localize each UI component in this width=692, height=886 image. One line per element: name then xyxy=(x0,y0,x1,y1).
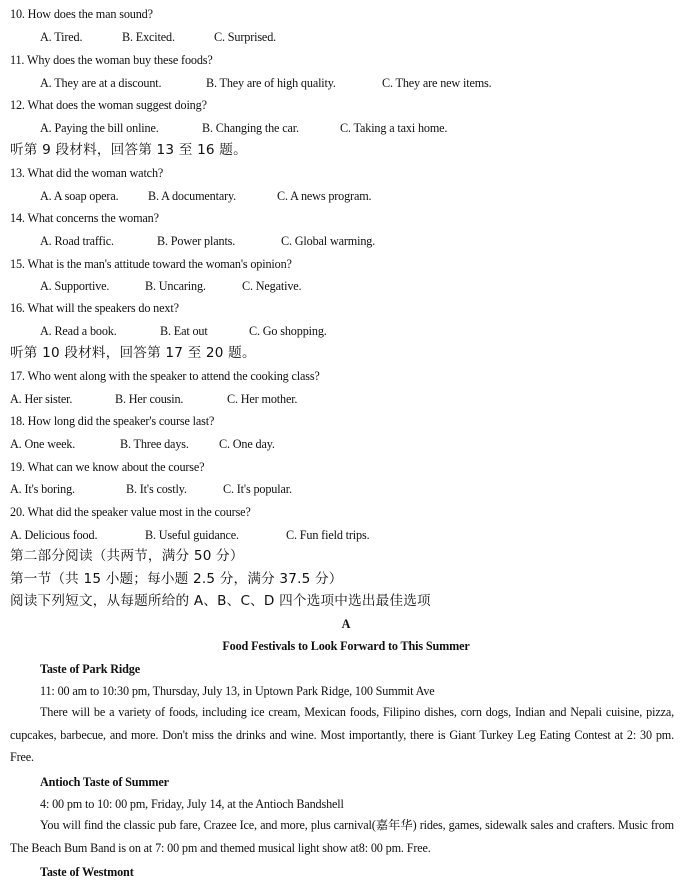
question-11-options xyxy=(40,75,492,91)
option-b: B. Changing the car. xyxy=(202,121,299,135)
question-16-stem: 16. What will the speakers do next? xyxy=(10,301,179,315)
question-18-stem: 18. How long did the speaker's course last? xyxy=(10,414,215,428)
option-b: B. Power plants. xyxy=(157,234,236,248)
option-c: C. Her mother. xyxy=(227,392,298,406)
option-a: A. Road traffic. xyxy=(40,234,114,248)
question-15-stem: 15. What is the man's attitude toward the woman's opinion? xyxy=(10,257,292,271)
option-b: B. Uncaring. xyxy=(145,279,206,293)
section-heading-antioch: Antioch Taste of Summer xyxy=(40,775,169,789)
option-c: C. Fun field trips. xyxy=(286,528,370,542)
option-b: B. A documentary. xyxy=(148,189,237,203)
question-17-options xyxy=(10,391,297,407)
option-a: A. Delicious food. xyxy=(10,528,98,542)
question-18-options xyxy=(10,436,275,452)
section-heading-westmont: Taste of Westmont xyxy=(40,865,134,879)
option-c: C. They are new items. xyxy=(382,76,492,90)
section-time-place-antioch: 4: 00 pm to 10: 00 pm, Friday, July 14, at the Antioch Bandshell xyxy=(40,797,344,811)
option-c: C. Surprised. xyxy=(214,30,277,44)
option-a: A. Supportive. xyxy=(40,279,110,293)
option-b: B. Useful guidance. xyxy=(145,528,239,542)
question-10-stem: 10. How does the man sound? xyxy=(10,7,153,21)
question-19-stem: 19. What can we know about the course? xyxy=(10,460,205,474)
question-12-stem: 12. What does the woman suggest doing? xyxy=(10,98,207,112)
option-c: C. Negative. xyxy=(242,279,302,293)
passage-label: A xyxy=(341,617,351,631)
question-16-options xyxy=(40,323,327,339)
option-c: C. One day. xyxy=(219,437,275,451)
question-19-options xyxy=(10,481,292,497)
option-a: A. Read a book. xyxy=(40,324,117,338)
question-14-stem: 14. What concerns the woman? xyxy=(10,211,159,225)
question-12-options xyxy=(40,120,447,136)
option-a: A. A soap opera. xyxy=(40,189,119,203)
section-time-place-park-ridge: 11: 00 am to 10:30 pm, Thursday, July 13, in Uptown Park Ridge, 100 Summit Ave xyxy=(40,684,435,698)
option-a: A. Paying the bill online. xyxy=(40,121,159,135)
question-10-options xyxy=(40,29,276,45)
question-11-stem: 11. Why does the woman buy these foods? xyxy=(10,53,213,67)
option-a: A. It's boring. xyxy=(10,482,75,496)
section-body-park-ridge: There will be a variety of foods, including ice cream, Mexican foods, Filipino dishes, corn dogs, Indian and Nepali cuisine, pizza, cupcakes, barbecue, and more. Don't miss the drinks and wine. Most importantly, there is Giant Turkey Leg Eating Contest at 2: 30 pm. Free. xyxy=(10,705,674,764)
question-13-stem: 13. What did the woman watch? xyxy=(10,166,164,180)
option-a: A. Her sister. xyxy=(10,392,73,406)
option-a: A. Tired. xyxy=(40,30,83,44)
instruction-material-9: 听第 9 段材料，回答第 13 至 16 题。 xyxy=(10,142,247,158)
section-body-antioch: You will find the classic pub fare, Crazee Ice, and more, plus carnival(嘉年华) rides, games, sidewalk sales and crafters. Music from The Beach Bum Band is on at 7: 00 pm and themed musical light show at8: 00 pm. Free. xyxy=(10,818,674,855)
option-b: B. Her cousin. xyxy=(115,392,184,406)
question-20-options xyxy=(10,527,369,543)
option-b: B. They are of high quality. xyxy=(206,76,336,90)
option-c: C. It's popular. xyxy=(223,482,292,496)
section-heading-park-ridge: Taste of Park Ridge xyxy=(40,662,140,676)
section-one-heading: 第一节（共 15 小题；每小题 2.5 分，满分 37.5 分） xyxy=(10,571,343,587)
question-13-options xyxy=(40,188,371,204)
passage-title: Food Festivals to Look Forward to This Summer xyxy=(222,639,470,653)
option-c: C. A news program. xyxy=(277,189,372,203)
option-b: B. Three days. xyxy=(120,437,189,451)
option-b: B. Eat out xyxy=(160,324,208,338)
question-20-stem: 20. What did the speaker value most in the course? xyxy=(10,505,251,519)
question-14-options xyxy=(40,233,375,249)
option-b: B. Excited. xyxy=(122,30,175,44)
part-two-heading: 第二部分阅读（共两节，满分 50 分） xyxy=(10,548,244,564)
option-b: B. It's costly. xyxy=(126,482,187,496)
instruction-material-10: 听第 10 段材料，回答第 17 至 20 题。 xyxy=(10,345,256,361)
option-a: A. They are at a discount. xyxy=(40,76,162,90)
question-15-options xyxy=(40,278,301,294)
option-c: C. Go shopping. xyxy=(249,324,327,338)
option-c: C. Global warming. xyxy=(281,234,376,248)
option-c: C. Taking a taxi home. xyxy=(340,121,448,135)
reading-directions: 阅读下列短文，从每题所给的 A、B、C、D 四个选项中选出最佳选项 xyxy=(10,593,431,609)
question-17-stem: 17. Who went along with the speaker to attend the cooking class? xyxy=(10,369,320,383)
option-a: A. One week. xyxy=(10,437,76,451)
